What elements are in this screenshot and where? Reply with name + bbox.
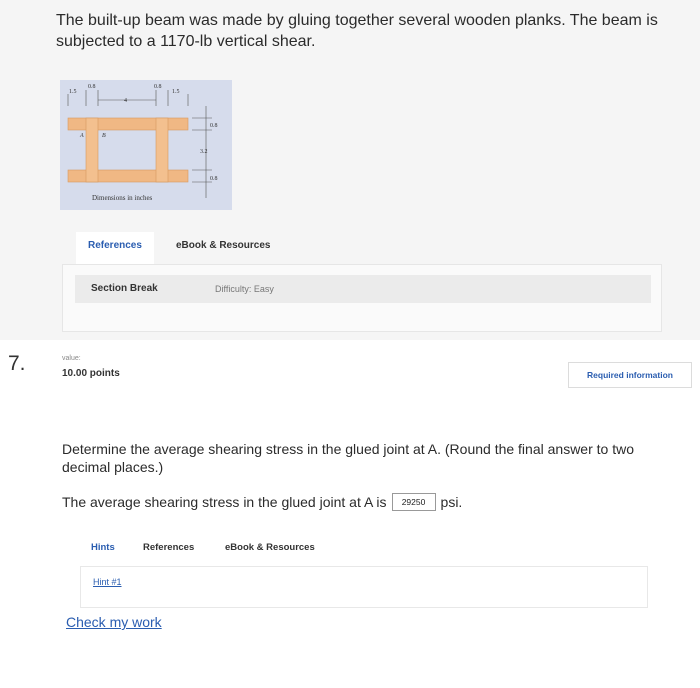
answer-unit: psi. bbox=[440, 494, 463, 510]
dim-0-8-bottom: 0.8 bbox=[210, 176, 218, 182]
resource-tabs-bottom bbox=[80, 536, 380, 566]
required-information-button[interactable]: Required information bbox=[568, 362, 692, 388]
points-value: 10.00 points bbox=[62, 368, 120, 379]
problem-intro bbox=[56, 10, 700, 52]
answer-row bbox=[62, 493, 462, 511]
answer-input[interactable]: 29250 bbox=[392, 493, 436, 511]
intro-line-1: The built-up beam was made by gluing together several wooden planks. The beam is bbox=[56, 12, 658, 29]
right-web-plank bbox=[156, 118, 168, 182]
check-my-work-link[interactable]: Check my work bbox=[66, 614, 162, 630]
references-panel bbox=[62, 264, 662, 332]
tab-ebook-bottom[interactable]: eBook & Resources bbox=[225, 542, 315, 553]
question-text bbox=[62, 440, 700, 476]
dim-1-5-left: 1.5 bbox=[69, 89, 77, 95]
difficulty-label: Difficulty: Easy bbox=[215, 284, 274, 294]
left-web-plank bbox=[86, 118, 98, 182]
tab-references-bottom[interactable]: References bbox=[143, 542, 195, 553]
label-b: B bbox=[102, 133, 106, 139]
beam-figure bbox=[60, 80, 232, 210]
tab-ebook-top[interactable]: eBook & Resources bbox=[176, 240, 271, 251]
value-label: value: bbox=[62, 355, 81, 362]
section-break-bar bbox=[75, 275, 651, 303]
dim-0-8-top: 0.8 bbox=[210, 123, 218, 129]
label-a: A bbox=[80, 133, 84, 139]
hints-panel bbox=[80, 566, 648, 608]
tab-hints[interactable]: Hints bbox=[91, 542, 115, 553]
dim-4: 4 bbox=[124, 98, 127, 104]
figure-caption: Dimensions in inches bbox=[92, 194, 153, 202]
answer-prefix: The average shearing stress in the glued joint at A is bbox=[62, 494, 387, 510]
dim-0-8-left: 0.8 bbox=[88, 84, 96, 90]
question-line-2: decimal places.) bbox=[62, 459, 164, 475]
beam-cross-section-diagram bbox=[60, 80, 232, 210]
hint-1-link[interactable]: Hint #1 bbox=[93, 577, 122, 587]
section-break-label: Section Break bbox=[91, 283, 158, 294]
dim-0-8-right: 0.8 bbox=[154, 84, 162, 90]
dim-3-2: 3.2 bbox=[200, 149, 208, 155]
question-number: 7. bbox=[8, 352, 26, 375]
question-line-1: Determine the average shearing stress in the glued joint at A. (Round the final answer to two bbox=[62, 441, 634, 457]
tab-references-top[interactable]: References bbox=[76, 232, 154, 264]
intro-line-2: subjected to a 1170-lb vertical shear. bbox=[56, 33, 316, 50]
dim-1-5-right: 1.5 bbox=[172, 89, 180, 95]
